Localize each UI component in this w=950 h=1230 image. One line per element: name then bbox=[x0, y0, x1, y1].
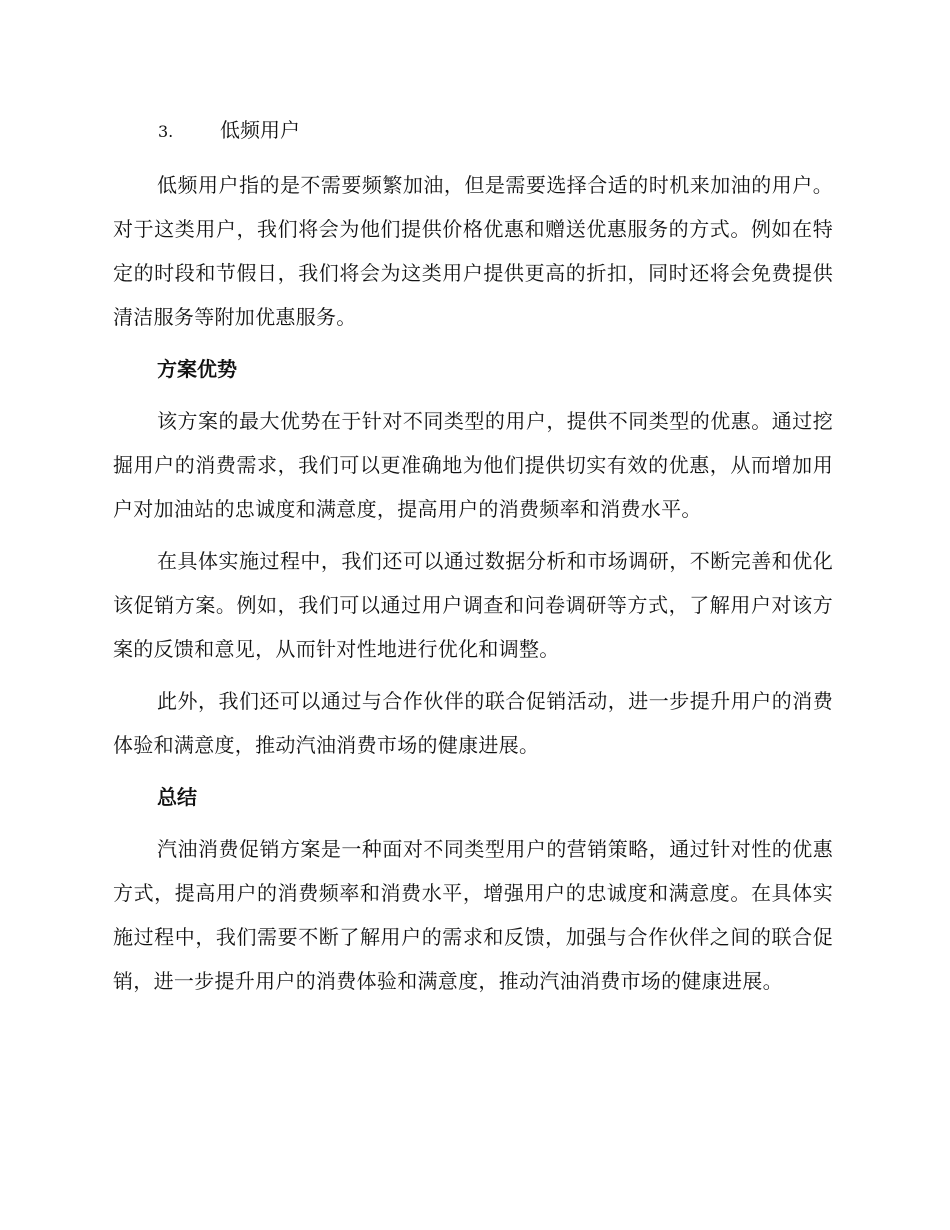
advantages-paragraph-1: 该方案的最大优势在于针对不同类型的用户，提供不同类型的优惠。通过挖掘用户的消费需求，我们可以更准确地为他们提供切实有效的优惠，从而增加用户对加油站的忠诚度和满意度，提高用户的消费频率和消费水平。 bbox=[113, 409, 833, 521]
advantages-paragraph-2: 在具体实施过程中，我们还可以通过数据分析和市场调研，不断完善和优化该促销方案。例如，我们可以通过用户调查和问卷调研等方式，了解用户对该方案的反馈和意见，从而针对性地进行优化和调整。 bbox=[113, 549, 833, 661]
advantages-paragraph-3: 此外，我们还可以通过与合作伙伴的联合促销活动，进一步提升用户的消费体验和满意度，推动汽油消费市场的健康进展。 bbox=[113, 689, 833, 757]
section-title: 低频用户 bbox=[220, 118, 300, 142]
summary-paragraph: 汽油消费促销方案是一种面对不同类型用户的营销策略，通过针对性的优惠方式，提高用户的消费频率和消费水平，增强用户的忠诚度和满意度。在具体实施过程中，我们需要不断了解用户的需求和反馈，加强与合作伙伴之间的联合促销，进一步提升用户的消费体验和满意度，推动汽油消费市场的健康进展。 bbox=[113, 837, 833, 993]
document-content bbox=[113, 110, 833, 1011]
section-3-paragraph: 低频用户指的是不需要频繁加油，但是需要选择合适的时机来加油的用户。对于这类用户，我们将会为他们提供价格优惠和赠送优惠服务的方式。例如在特定的时段和节假日，我们将会为这类用户提供更高的折扣，同时还将会免费提供清洁服务等附加优惠服务。 bbox=[113, 173, 833, 329]
section-3-heading bbox=[158, 110, 833, 150]
section-number: 3. bbox=[158, 122, 174, 141]
summary-heading: 总结 bbox=[157, 785, 197, 809]
advantages-heading: 方案优势 bbox=[157, 357, 237, 381]
